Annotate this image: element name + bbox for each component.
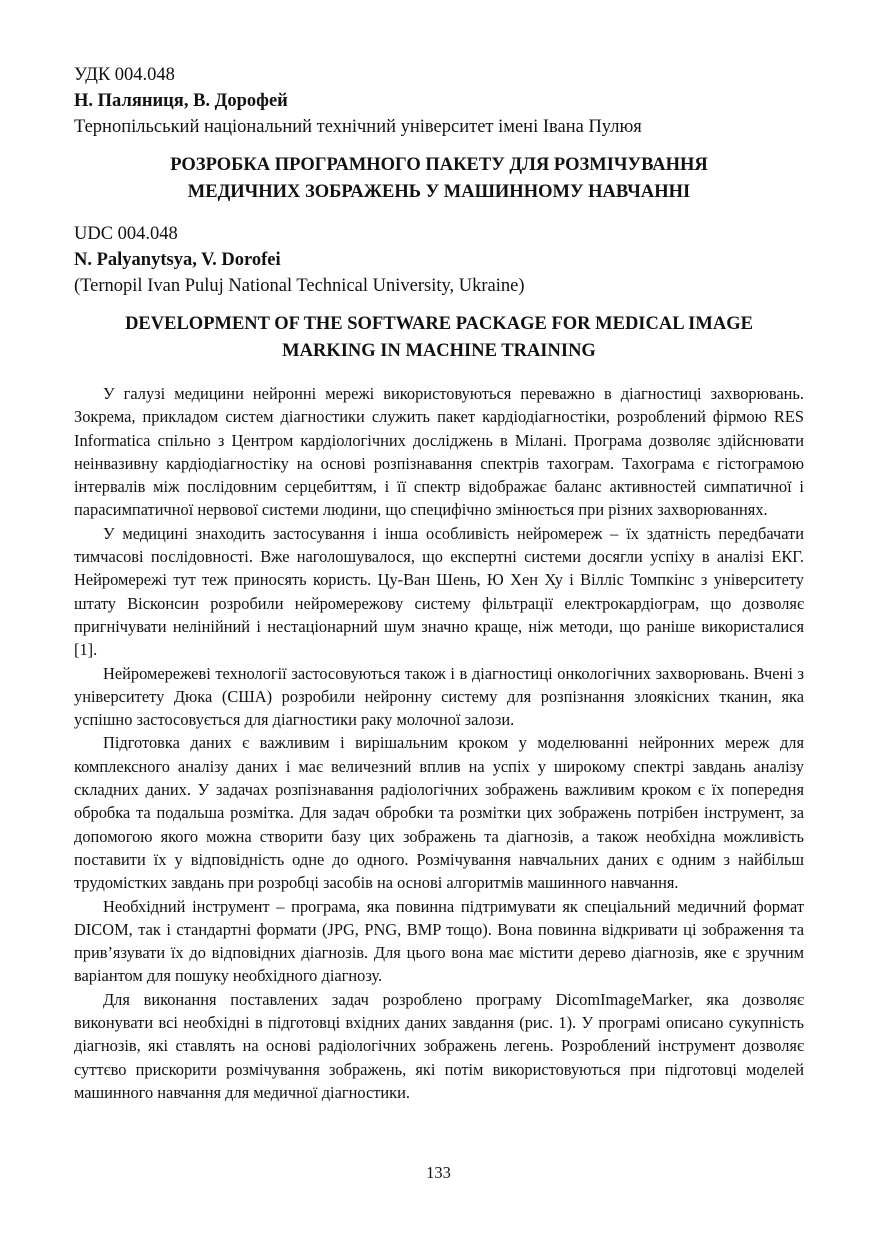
paragraph-3: Нейромережеві технології застосовуються також і в діагностиці онкологічних захворювань. Вчені з університету Дюка (США) розробили нейронну систему для розпізнання злоякісних тканин, яка успішно застосовується для діагностики раку молочної залози. — [74, 663, 804, 730]
affiliation-ua: Тернопільський національний технічний університет імені Івана Пулюя — [74, 117, 642, 137]
authors-ua: Н. Паляниця, В. Дорофей — [74, 91, 288, 111]
paragraph-6: Для виконання поставлених задач розроблено програму DicomImageMarker, яка дозволяє виконувати всі необхідні в підготовці вхідних даних завдання (рис. 1). У програмі описано сукупність діагнозів, які ставлять на основі радіологічних зображень легень. Розроблений інструмент дозволяє суттєво прискорити розмічування зображень, які потім використовуються при підготовці моделей машинного навчання для медичної діагностики. — [74, 989, 804, 1102]
paragraph-4: Підготовка даних є важливим і вирішальним кроком у моделюванні нейронних мереж для комплексного аналізу даних і має величезний вплив на успіх у широкому спектрі завдань аналізу складних даних. У задачах розпізнавання радіологічних зображень важливим кроком є їх попередня обробка та подальша розмітка. Для задач обробки та розмітки цих зображень потрібен інструмент, за допомогою якого можна створити базу цих зображень та діагнозів, а також необхідна можливість поставити їх у відповідність одне до одного. Розмічування навчальних даних є одним з найбільш трудомістких завдань при розробці засобів на основі алгоритмів машинного навчання. — [74, 733, 804, 893]
paper-title-en — [74, 311, 804, 365]
paper-title-ua-line-1: РОЗРОБКА ПРОГРАМНОГО ПАКЕТУ ДЛЯ РОЗМІЧУВАННЯ — [170, 155, 708, 175]
paper-title-ua — [74, 152, 804, 206]
paper-title-ua-line-2: МЕДИЧНИХ ЗОБРАЖЕНЬ У МАШИННОМУ НАВЧАННІ — [187, 182, 691, 202]
paper-title-en-line-2: MARKING IN MACHINE TRAINING — [282, 341, 596, 361]
english-header — [74, 221, 804, 365]
paragraph-5: Необхідний інструмент – програма, яка повинна підтримувати як спеціальний медичний формат DICOM, так і стандартні формати (JPG, PNG, BMP тощо). Вона повинна відкривати ці зображення та прив’язувати їх до відповідних діагнозів. Для цього вона має містити дерево діагнозів, яке є зручним варіантом для пошуку необхідного діагнозу. — [74, 896, 804, 986]
paragraph-2: У медицині знаходить застосування і інша особливість нейромереж – їх здатність передбачати тимчасові послідовності. Вже наголошувалося, що експертні системи досягли успіху в аналізі ЕКГ. Нейромережі тут теж приносять користь. Цу-Ван Шень, Ю Хен Ху і Вілліс Томпкінс з університету штату Вісконсин розробили нейромережову систему фільтрації електрокардіограм, що дозволяє пригнічувати нелінійний і нестаціонарний шум значно краще, ніж методи, що раніше використалися [1]. — [74, 523, 804, 660]
paper-title-en-line-1: DEVELOPMENT OF THE SOFTWARE PACKAGE FOR MEDICAL IMAGE — [125, 314, 753, 334]
paragraph-1: У галузі медицини нейронні мережі використовуються переважно в діагностиці захворювань. Зокрема, прикладом систем діагностики служить пакет кардіодіагностіки, розроблений фірмою RES Informatica спільно з Центром кардіологічних досліджень в Мілані. Програма дозволяє здійснювати неінвазивну кардіодіагностіку на основі розпізнавання спектрів тахограм. Тахограма є гістограмою інтервалів між послідовним серцебиттям, і її спектр відображає баланс активностей симпатичної і парасимпатичної нервової системи людини, що специфічно змінюється при різних захворюваннях. — [74, 384, 804, 520]
udc-code-en: UDC 004.048 — [74, 224, 178, 244]
page-number: 133 — [426, 1163, 451, 1182]
udc-code-ua: УДК 004.048 — [74, 65, 175, 85]
affiliation-en: (Ternopil Ivan Puluj National Technical University, Ukraine) — [74, 276, 525, 296]
authors-en: N. Palyanytsya, V. Dorofei — [74, 250, 281, 270]
paper-page — [74, 62, 804, 1104]
ukrainian-header — [74, 62, 804, 206]
body-text — [74, 382, 804, 1104]
